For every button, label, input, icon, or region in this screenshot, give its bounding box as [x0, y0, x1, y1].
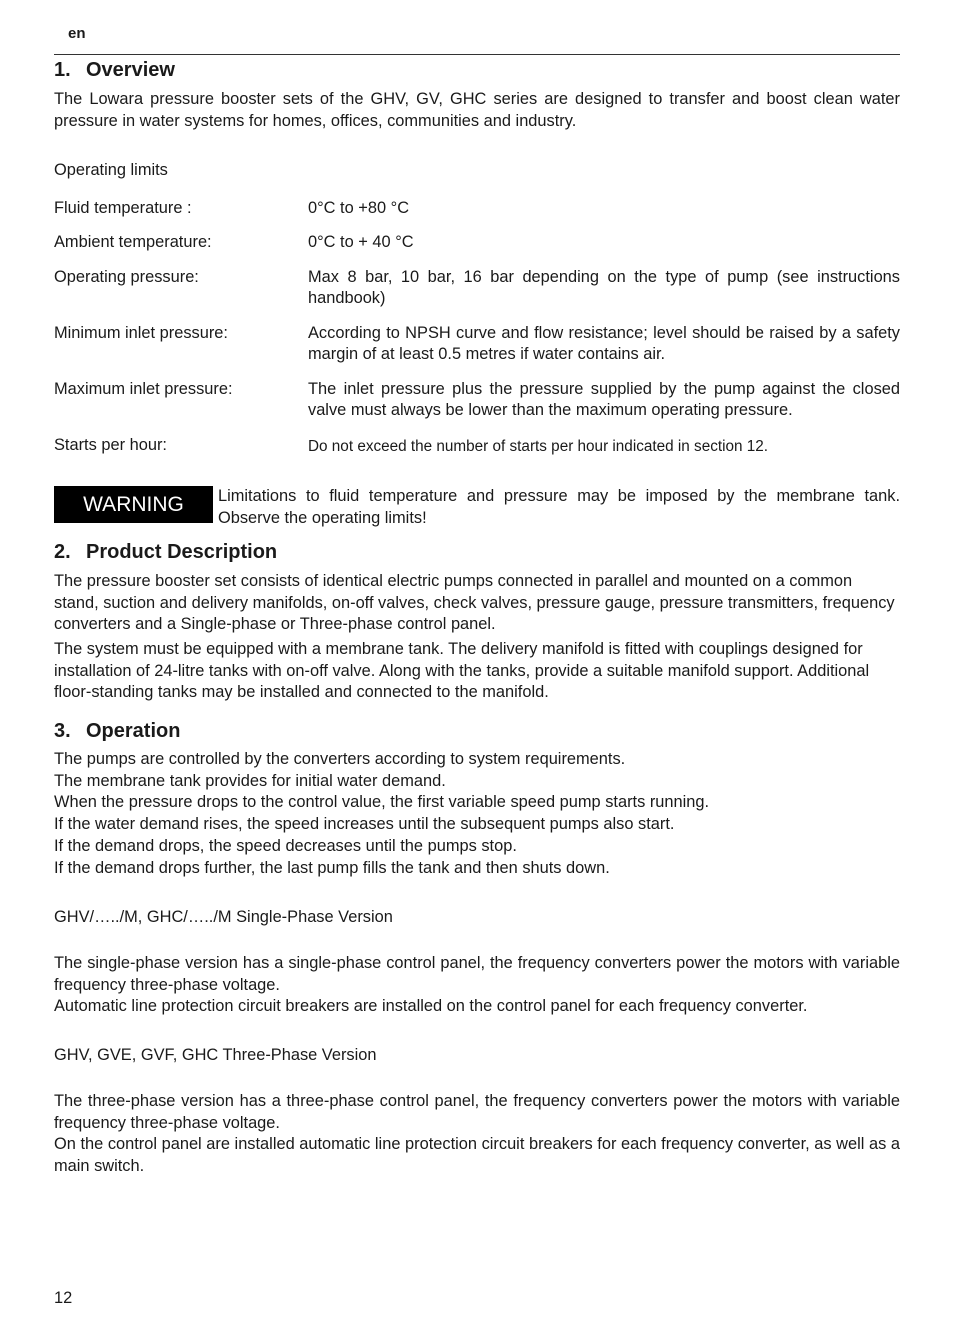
section-heading-operation — [54, 720, 180, 743]
single-phase-paragraph-1: The single-phase version has a single-phase control panel, the frequency converters power the motors with variable frequency three-phase voltage. — [54, 954, 900, 994]
page-number: 12 — [54, 1289, 73, 1307]
limit-label: Ambient temperature: — [54, 233, 212, 251]
section-title: Operation — [86, 720, 181, 742]
limit-label: Operating pressure: — [54, 268, 199, 286]
operation-line: When the pressure drops to the control value, the first variable speed pump starts running. — [54, 793, 710, 812]
operation-line: The pumps are controlled by the converters according to system requirements. — [54, 750, 626, 768]
product-paragraph-1: The pressure booster set consists of identical electric pumps connected in parallel and mounted on a common stand, suction and delivery manifolds, on-off valves, check valves, pressure gauge, pressure transmitters, frequency converters and a Single-phase or Three-phase control panel. — [54, 572, 895, 634]
limit-label: Minimum inlet pressure: — [54, 324, 228, 342]
warning-text: Limitations to fluid temperature and pressure may be imposed by the membrane tank. Observe the operating limits! — [218, 487, 900, 527]
warning-label: WARNING — [83, 492, 184, 516]
three-phase-heading: GHV, GVE, GVF, GHC Three-Phase Version — [54, 1046, 377, 1064]
limit-value: Do not exceed the number of starts per hour indicated in section 12. — [308, 438, 769, 455]
warning-badge — [54, 486, 213, 523]
section-number: 1. — [54, 59, 71, 81]
section-number: 3. — [54, 720, 71, 742]
single-phase-heading: GHV/…../M, GHC/…../M Single-Phase Version — [54, 908, 393, 926]
operation-lines — [54, 749, 900, 879]
operation-line: If the demand drops further, the last pump fills the tank and then shuts down. — [54, 858, 610, 877]
section-title: Overview — [86, 59, 175, 81]
limit-label: Starts per hour: — [54, 436, 167, 454]
product-paragraph-2: The system must be equipped with a membrane tank. The delivery manifold is fitted with couplings designed for installation of 24-litre tanks with on-off valve. Along with the tanks, provide a suitable manifold support. Additional floor-standing tanks may be installed and connected to the manifold. — [54, 640, 870, 702]
three-phase-paragraph-2: On the control panel are installed automatic line protection circuit breakers for each frequency converter, as well as a main switch. — [54, 1135, 900, 1175]
operation-line: The membrane tank provides for initial water demand. — [54, 771, 446, 790]
limit-value: According to NPSH curve and flow resistance; level should be raised by a safety margin of at least 0.5 metres if water contains air. — [308, 324, 900, 363]
limit-value: 0°C to +80 °C — [308, 199, 410, 217]
three-phase-paragraph-1: The three-phase version has a three-phase control panel, the frequency converters power the motors with variable frequency three-phase voltage. — [54, 1092, 900, 1132]
limit-value: The inlet pressure plus the pressure supplied by the pump against the closed valve must always be lower than the maximum operating pressure. — [308, 380, 900, 419]
section-number: 2. — [54, 541, 71, 563]
section-title: Product Description — [86, 541, 278, 563]
overview-intro: The Lowara pressure booster sets of the GHV, GV, GHC series are designed to transfer and boost clean water pressure in water systems for homes, offices, communities and industry. — [54, 90, 900, 130]
operating-limits-heading: Operating limits — [54, 161, 168, 179]
limit-value: 0°C to + 40 °C — [308, 233, 414, 251]
limit-label: Maximum inlet pressure: — [54, 380, 233, 398]
operation-line: If the water demand rises, the speed increases until the subsequent pumps also start. — [54, 815, 675, 834]
operation-line: If the demand drops, the speed decreases until the pumps stop. — [54, 836, 517, 855]
section-heading-overview — [54, 59, 175, 82]
section-heading-product-description — [54, 541, 277, 564]
language-code: en — [68, 25, 86, 42]
header-rule — [54, 54, 900, 55]
limit-value: Max 8 bar, 10 bar, 16 bar depending on the type of pump (see instructions handbook) — [308, 268, 900, 307]
limit-label: Fluid temperature : — [54, 199, 192, 217]
single-phase-paragraph-2: Automatic line protection circuit breakers are installed on the control panel for each frequency converter. — [54, 997, 808, 1015]
